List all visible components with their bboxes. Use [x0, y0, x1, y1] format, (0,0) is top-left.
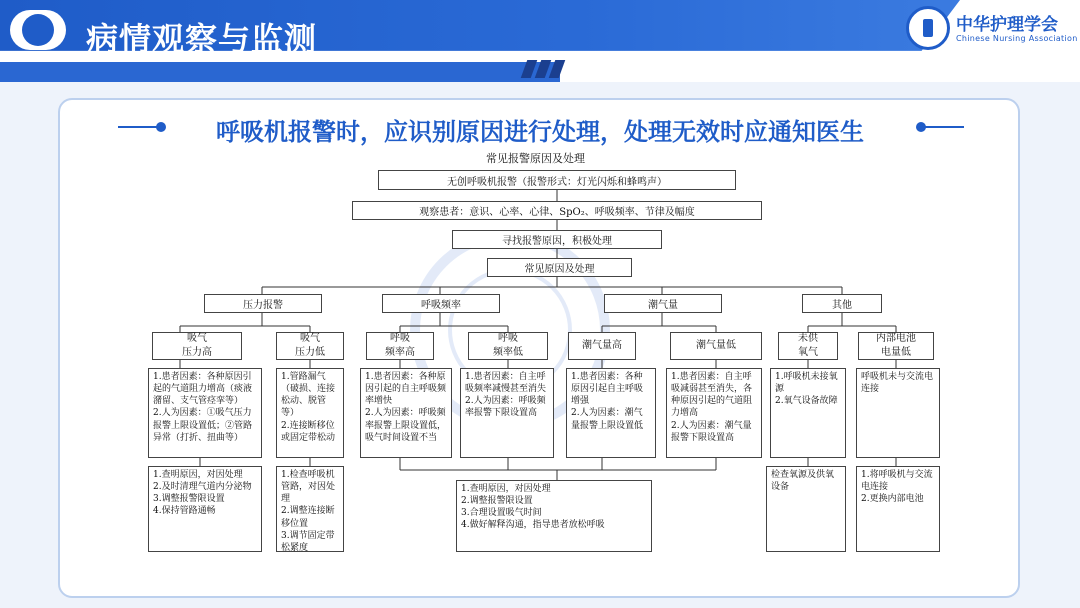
sub-high-inspiratory-pressure: 吸气 压力高 — [152, 332, 242, 360]
causes-low-rr: 1.患者因素：自主呼吸频率减慢甚至消失 2.人为因素：呼吸频率报警下限设置高 — [460, 368, 554, 458]
actions-low-pressure: 1.检查呼吸机管路，对因处理 2.调整连接断移位置 3.调节固定带松紧度 — [276, 466, 344, 552]
category-other: 其他 — [802, 294, 882, 313]
sub-high-respiratory-rate: 呼吸 频率高 — [366, 332, 434, 360]
page-title: 病情观察与监测 — [86, 20, 318, 58]
sub-no-oxygen-supply: 未供 氧气 — [778, 332, 838, 360]
diagram-title: 常见报警原因及处理 — [486, 152, 585, 165]
causes-low-tidal: 1.患者因素：自主呼吸减弱甚至消失，各种原因引起的气道阻力增高 2.人为因素：潮气量报警下限设置高 — [666, 368, 762, 458]
category-respiratory-rate: 呼吸频率 — [382, 294, 500, 313]
node-ventilator-alarm: 无创呼吸机报警（报警形式：灯光闪烁和蜂鸣声） — [378, 170, 736, 190]
category-pressure-alarm: 压力报警 — [204, 294, 322, 313]
category-tidal-volume: 潮气量 — [604, 294, 722, 313]
causes-high-rr: 1.患者因素：各种原因引起的自主呼吸频率增快 2.人为因素：呼吸频率报警上限设置低，吸气时间设置不当 — [360, 368, 452, 458]
node-observe-patient: 观察患者：意识、心率、心律、SpO₂、呼吸频率、节律及幅度 — [352, 201, 762, 220]
actions-no-oxygen: 检查氧源及供氧设备 — [766, 466, 846, 552]
causes-high-pressure: 1.患者因素：各种原因引起的气道阻力增高（痰液潴留、支气管痉挛等） 2.人为因素：①吸气压力报警上限设置低；②管路异常（打折、扭曲等） — [148, 368, 262, 458]
org-name-en: Chinese Nursing Association — [956, 34, 1078, 43]
subtitle: 呼吸机报警时，应识别原因进行处理，处理无效时应通知医生 — [216, 118, 864, 146]
node-find-cause: 寻找报警原因，积极处理 — [452, 230, 662, 249]
actions-low-battery: 1.将呼吸机与交流电连接 2.更换内部电池 — [856, 466, 940, 552]
causes-low-pressure: 1.管路漏气（破损、连接松动、脱管等） 2.连接断移位或固定带松动 — [276, 368, 344, 458]
sub-low-respiratory-rate: 呼吸 频率低 — [468, 332, 548, 360]
node-common-causes: 常见原因及处理 — [487, 258, 632, 277]
sub-high-tidal-volume: 潮气量高 — [568, 332, 636, 360]
sub-low-tidal-volume: 潮气量低 — [670, 332, 762, 360]
actions-rr-tidal: 1.查明原因，对因处理 2.调整报警限设置 3.合理设置吸气时间 4.做好解释沟通，指导患者放松呼吸 — [456, 480, 652, 552]
actions-high-pressure: 1.查明原因，对因处理 2.及时清理气道内分泌物 3.调整报警限设置 4.保持管路通畅 — [148, 466, 262, 552]
sub-low-battery: 内部电池 电量低 — [858, 332, 934, 360]
causes-no-oxygen: 1.呼吸机未接氧源 2.氧气设备故障 — [770, 368, 846, 458]
org-name-cn: 中华护理学会 — [956, 15, 1058, 35]
causes-low-battery: 呼吸机未与交流电连接 — [856, 368, 940, 458]
causes-high-tidal: 1.患者因素：各种原因引起自主呼吸增强 2.人为因素：潮气量报警上限设置低 — [566, 368, 656, 458]
sub-low-inspiratory-pressure: 吸气 压力低 — [276, 332, 344, 360]
